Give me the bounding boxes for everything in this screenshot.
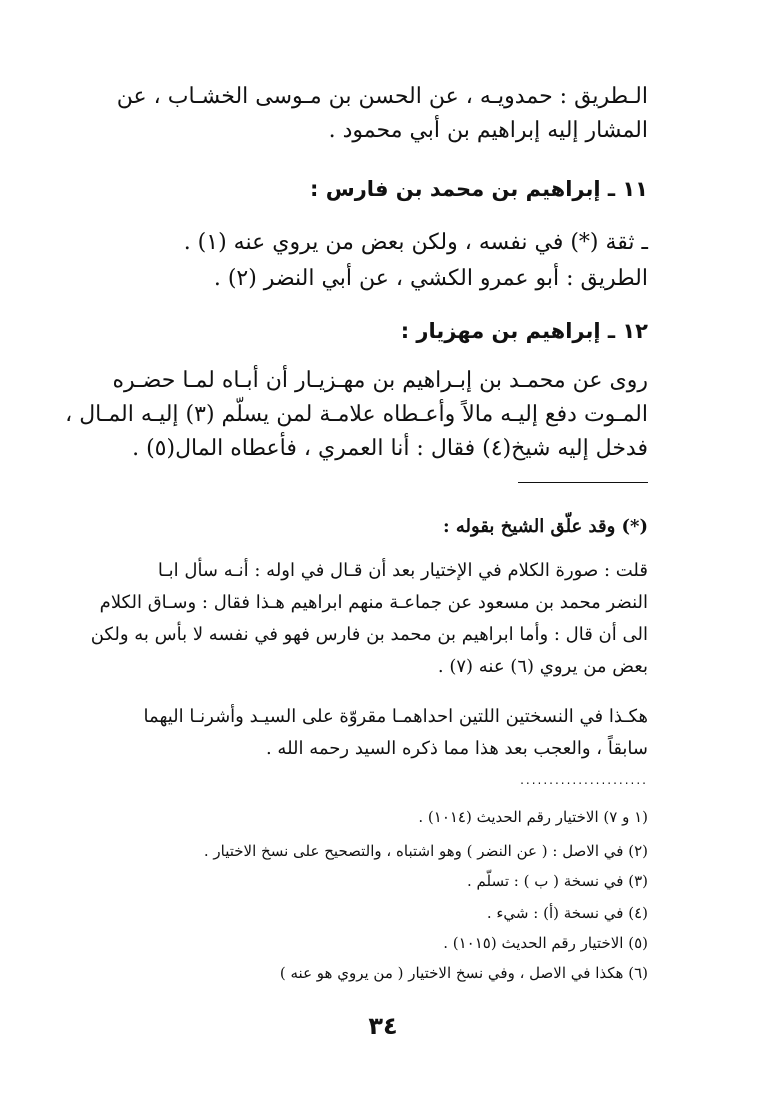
footnote-3: (٣) في نسخة ( ب ) : تسلّم . [466, 872, 648, 890]
entry-heading-12: ١٢ ـ إبراهيم بن مهزيار : [400, 319, 648, 343]
footnote-4: (٤) في نسخة (أ) : شيء . [486, 904, 648, 922]
section-divider [518, 482, 648, 483]
body-line-narration-1: روى عن محمـد بن إبـراهيم بن مهـزيـار أن أبـاه لمـا حضـره [112, 368, 648, 393]
body-line-1: الـطريق : حمدويـه ، عن الحسن بن مـوسى الخشـاب ، عن [116, 84, 648, 109]
note-line-4: بعض من يروي (٦) عنه (٧) . [437, 656, 648, 677]
footnote-separator: ...................... [520, 773, 648, 787]
note-heading: (*) وقد علّق الشيخ بقوله : [442, 516, 648, 537]
note-line-3: الى أن قال : وأما ابراهيم بن محمد بن فارس فهو في نفسه لا بأس به ولكن [90, 624, 648, 645]
body-line-trust: ـ ثقة (*) في نفسه ، ولكن بعض من يروي عنه (١) . [183, 230, 648, 255]
footnote-6: (٦) هكذا في الاصل ، وفي نسخ الاختيار ( من يروي هو عنه ) [279, 964, 648, 982]
note-line-1: قلت : صورة الكلام في الإختيار بعد أن قـال في اوله : أنـه سأل ابـا [157, 560, 648, 581]
footnote-1: (١ و ٧) الاختيار رقم الحديث (١٠١٤) . [418, 808, 648, 826]
page-number: ٣٤ [368, 1012, 398, 1040]
body-line-route: الطريق : أبو عمرو الكشي ، عن أبي النضر (٢) . [213, 266, 648, 291]
note-line-2: النضر محمد بن مسعود عن جماعـة منهم ابراهيم هـذا فقال : وسـاق الكلام [99, 592, 648, 613]
footnote-5: (٥) الاختيار رقم الحديث (١٠١٥) . [443, 934, 648, 952]
body-line-2: المشار إليه إبراهيم بن أبي محمود . [328, 118, 648, 143]
entry-heading-11: ١١ ـ إبراهيم بن محمد بن فارس : [310, 177, 648, 201]
body-line-narration-3: فدخل إليه شيخ(٤) فقال : أنا العمري ، فأعطاه المال(٥) . [132, 436, 648, 461]
footnote-2: (٢) في الاصل : ( عن النضر ) وهو اشتباه ، والتصحيح على نسخ الاختيار . [203, 842, 648, 860]
body-line-narration-2: المـوت دفع إليـه مالاً وأعـطاه علامـة لمن يسلّم (٣) إليـه المـال ، [65, 402, 648, 427]
note-line-5: هكـذا في النسختين اللتين احداهمـا مقروّة على السيـد وأشرنـا اليهما [143, 706, 648, 727]
note-line-6: سابقاً ، والعجب بعد هذا مما ذكره السيد رحمه الله . [265, 738, 648, 759]
